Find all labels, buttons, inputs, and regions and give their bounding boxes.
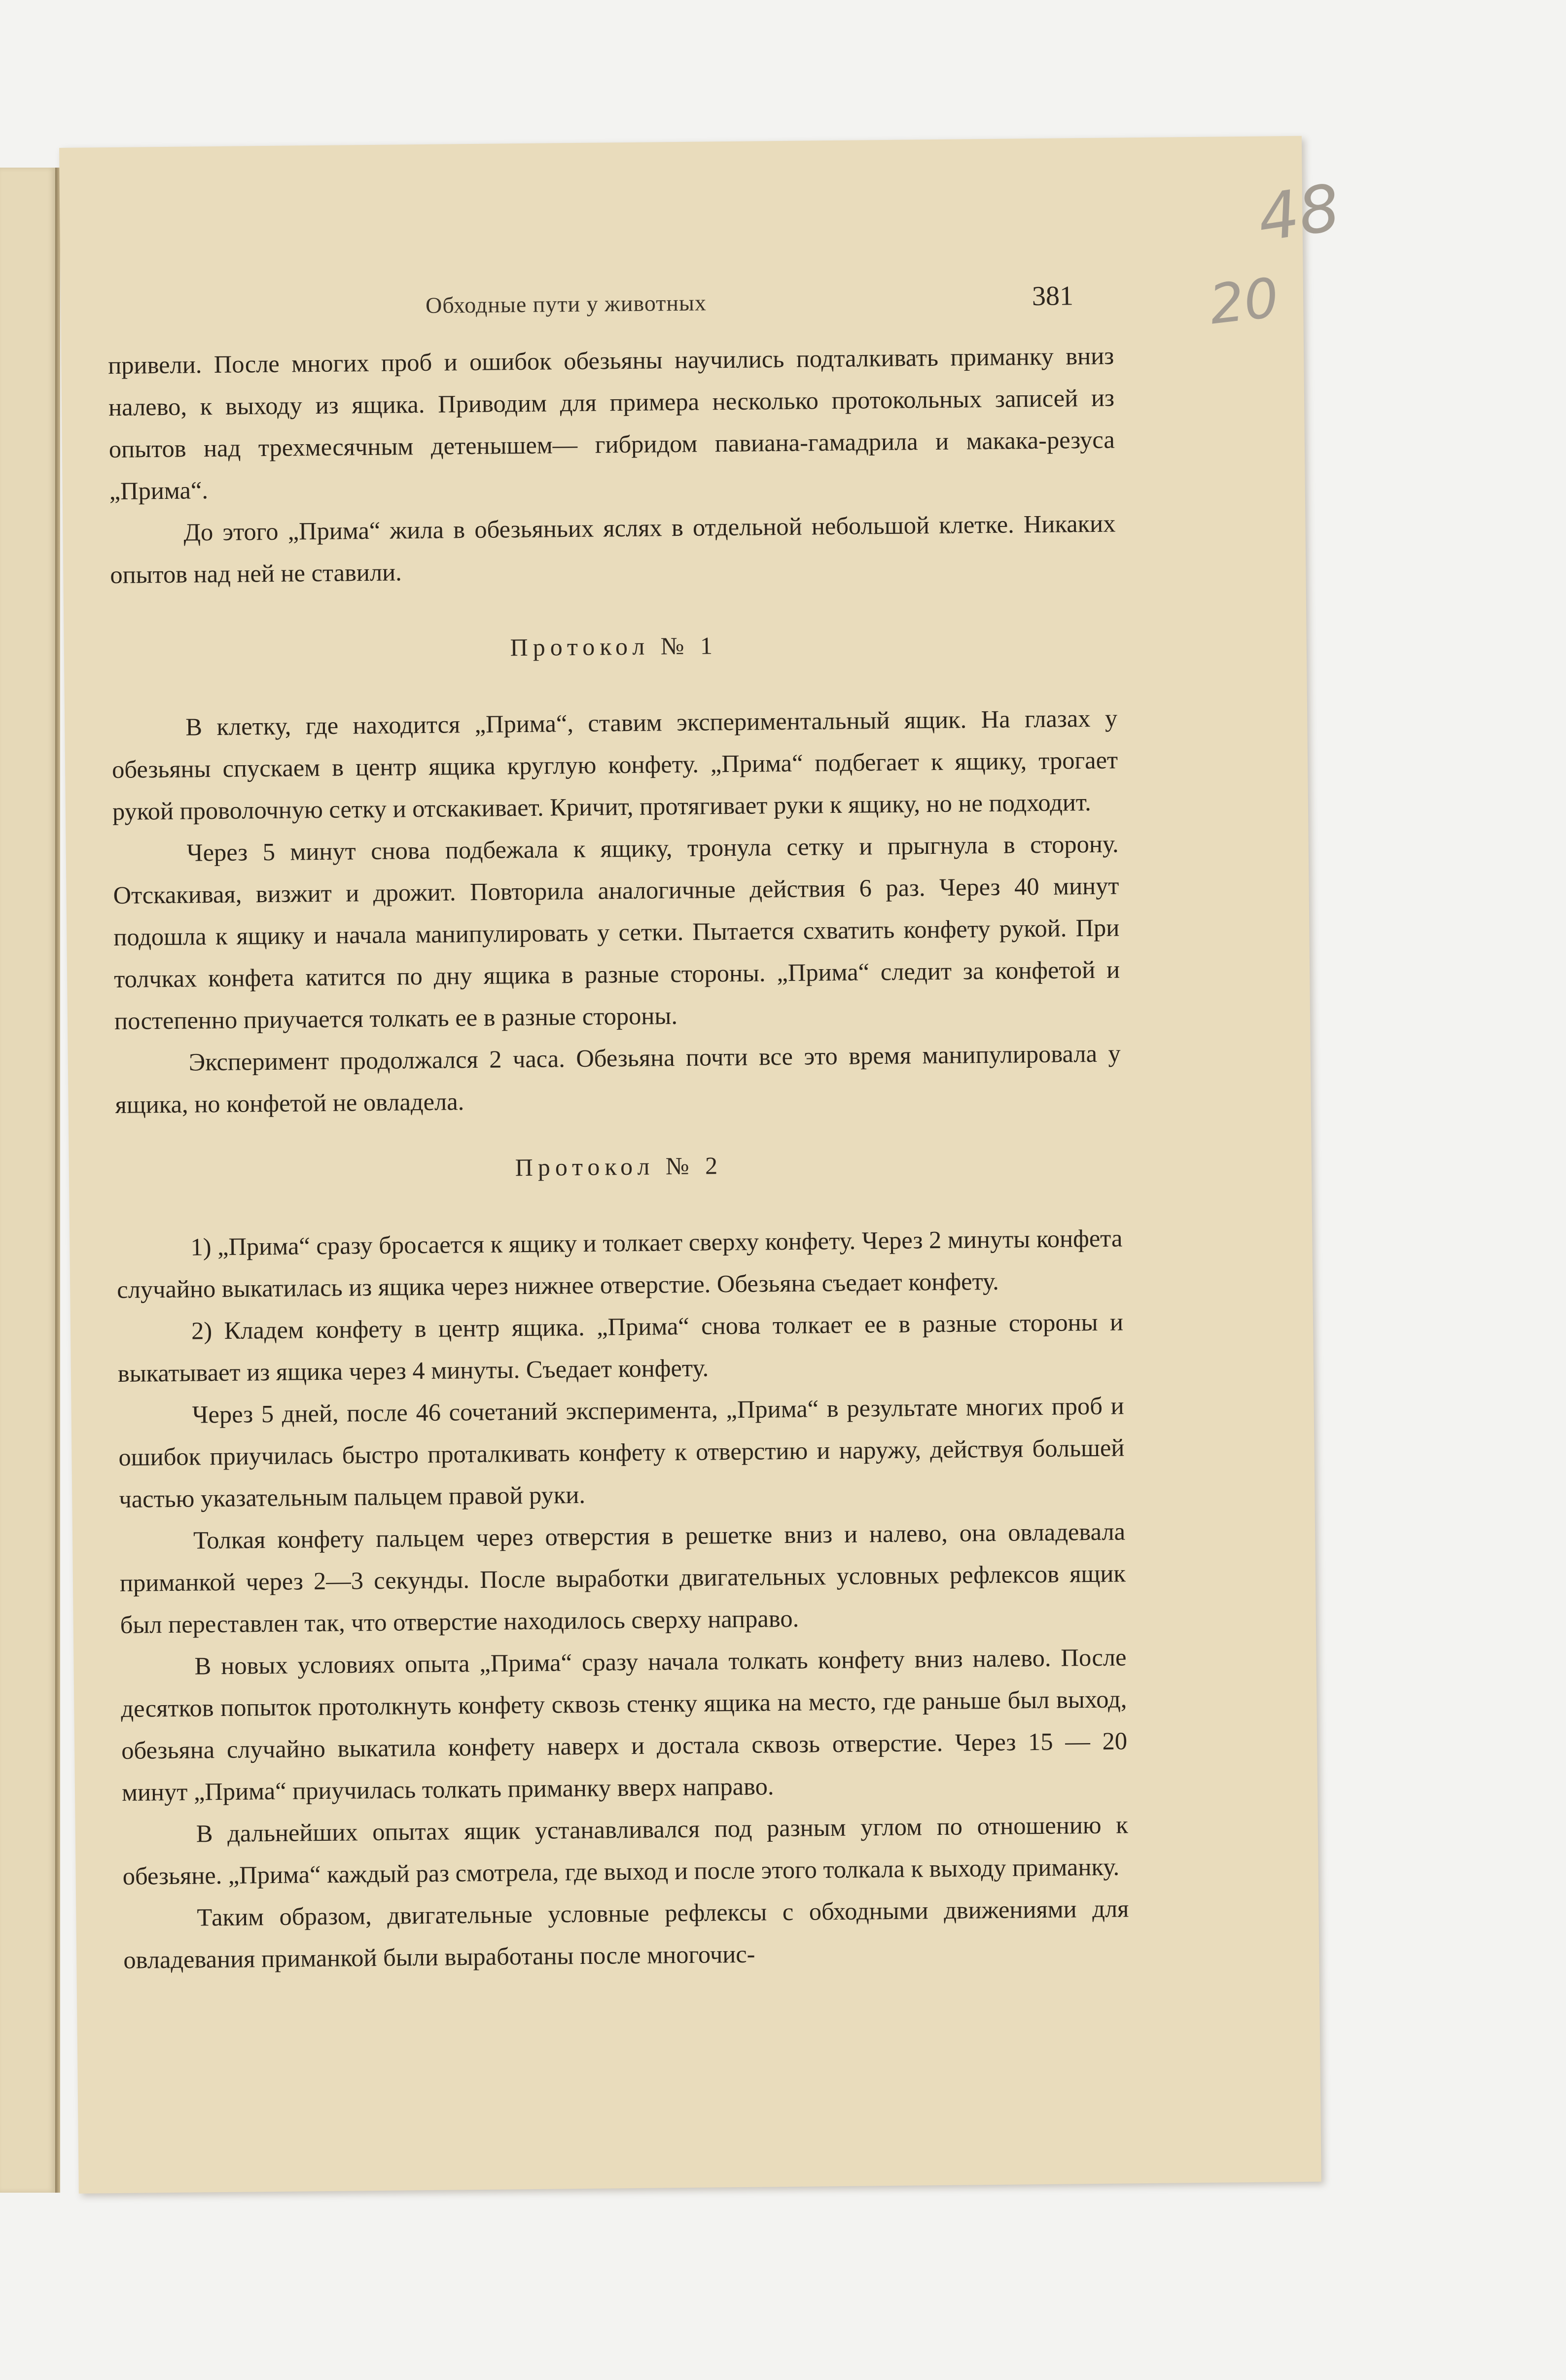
protocol-1-heading: Протокол № 1 — [510, 631, 718, 662]
paragraph-11: В дальнейших опытах ящик устанавливался под разным углом по отношению к обезьяне. „Прима“ каждый раз смотрела, где выход и после этого толкала к выходу приманку. — [122, 1811, 1129, 1890]
paragraph-6: 1) „Прима“ сразу бросается к ящику и толкает сверху конфету. Через 2 минуты конфета случайно выкатилась из ящика через нижнее отверстие. Обезьяна съедает конфету. — [116, 1224, 1123, 1303]
paragraph-5: Эксперимент продолжался 2 часа. Обезьяна почти все это время манипулировала у ящика, но конфетой не овладела. — [115, 1039, 1121, 1119]
protocol-2-heading: Протокол № 2 — [515, 1152, 723, 1182]
paragraph-4: Через 5 минут снова подбежала к ящику, тронула сетку и прыгнула в сторону. Отскакивая, визжит и дрожит. Повторила аналогичные действия 6 раз. Через 40 минут подошла к ящику и начала манипулировать у сетки. Пытается схватить конфету рукой. При толчках конфета катится по дну ящика в разные стороны. „Прима“ следит за конфетой и постепенно приучается толкать ее в разные стороны. — [113, 830, 1120, 1035]
running-title: Обходные пути у животных — [425, 290, 707, 318]
paragraph-10: В новых условиях опыта „Прима“ сразу начала толкать конфету вниз налево. После десятков попыток протолкнуть конфету сквозь стенку ящика на место, где раньше был выход, обезьяна случайно выкатила конфету наверх и достала сквозь отверстие. Через 15 — 20 минут „Прима“ приучилась толкать приманку вверх направо. — [121, 1643, 1128, 1806]
pencil-sheet-number: 20 — [1206, 266, 1282, 337]
paragraph-7: 2) Кладем конфету в центр ящика. „Прима“ снова толкает ее в разные стороны и выкатывает из ящика через 4 минуты. Съедает конфету. — [117, 1308, 1124, 1387]
left-page-edge — [0, 168, 57, 2193]
paragraph-12: Таким образом, двигательные условные рефлексы с обходными движениями для овладевания приманкой были выработаны после многочис- — [123, 1894, 1129, 1974]
paragraph-3: В клетку, где находится „Прима“, ставим экспериментальный ящик. На глазах у обезьяны спускаем в центр ящика круглую конфету. „Прима“ подбегает к ящику, трогает рукой проволочную сетку и отскакивает. Кричит, протягивает руки к ящику, но не подходит. — [111, 704, 1118, 826]
paragraph-9: Толкая конфету пальцем через отверстия в решетке вниз и налево, она овладевала приманкой через 2—3 секунды. После выработки двигательных условных рефлексов ящик был переставлен так, что отверстие находилось сверху направо. — [119, 1517, 1126, 1639]
pencil-folio-number: 48 — [1253, 170, 1345, 256]
page-number: 381 — [1032, 280, 1074, 312]
paragraph-1: привели. После многих проб и ошибок обезьяны научились подталкивать приманку вниз налево, к выходу из ящика. Приводим для примера несколько протокольных записей из опытов над трехмесячным детенышем— гибридом павиана-гамадрила и макака-резуса „Прима“. — [107, 342, 1115, 505]
running-head — [61, 280, 1304, 330]
paragraph-2: До этого „Прима“ жила в обезьяньих яслях в отдельной небольшой клетке. Никаких опытов над ней не ставили. — [110, 509, 1116, 589]
book-gutter — [55, 168, 60, 2193]
paragraph-8: Через 5 дней, после 46 сочетаний эксперимента, „Прима“ в результате многих проб и ошибок приучилась быстро проталкивать конфету к отверстию и наружу, действуя большей частью указательным пальцем правой руки. — [118, 1392, 1125, 1513]
body-text — [108, 335, 1130, 1981]
document-page — [59, 136, 1345, 2194]
